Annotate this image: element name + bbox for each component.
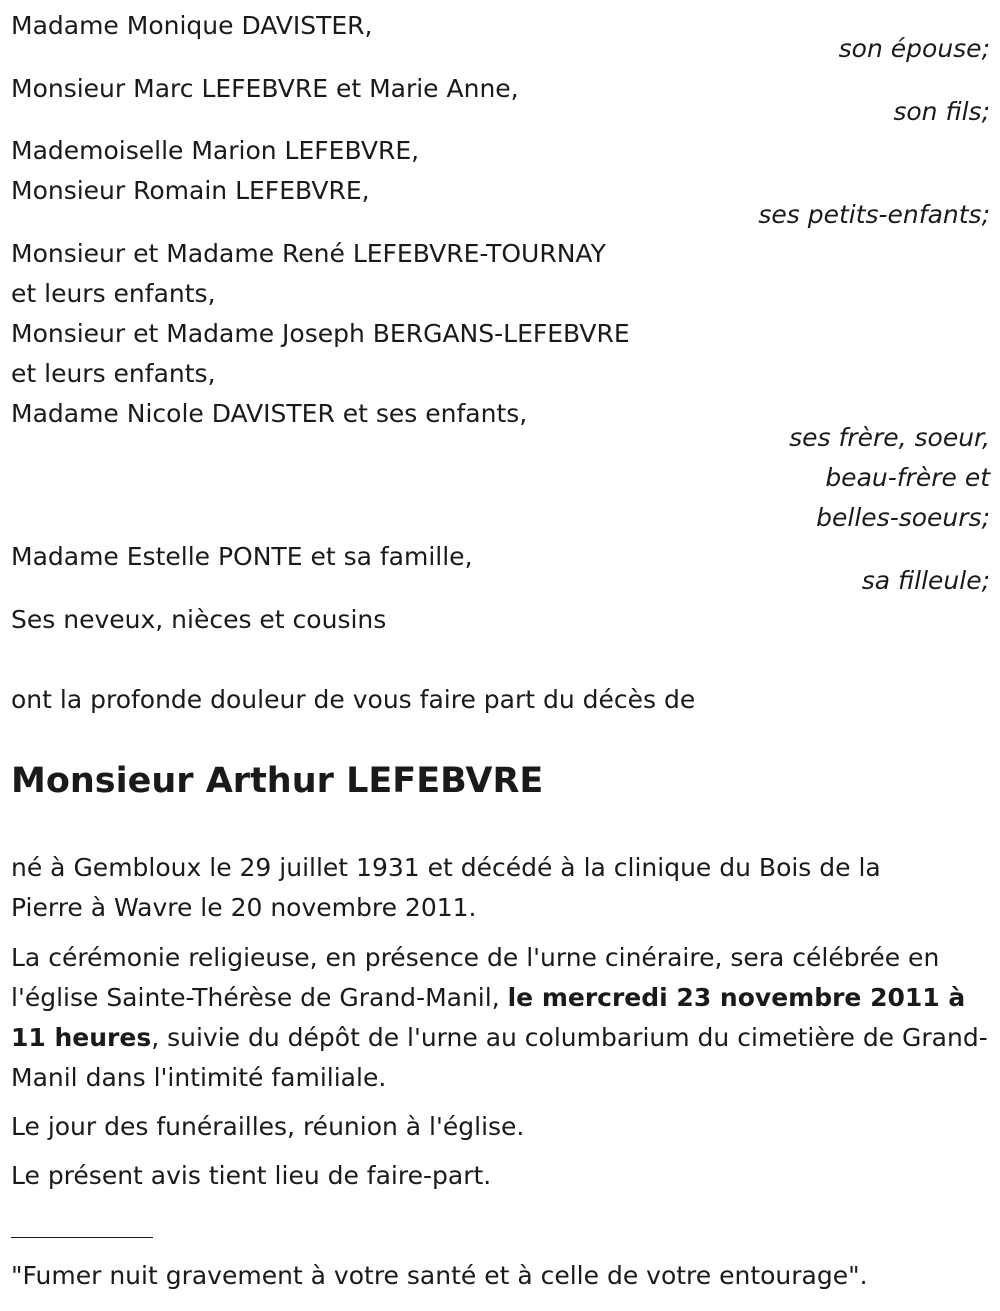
family-name-line: Monsieur Marc LEFEBVRE et Marie Anne, (11, 74, 519, 103)
family-name-line: Madame Nicole DAVISTER et ses enfants, (11, 399, 528, 428)
family-name-line: et leurs enfants, (11, 279, 216, 308)
family-relation: beau-frère et (825, 463, 990, 492)
family-relation: ses frère, soeur, (789, 423, 990, 452)
family-name-line: et leurs enfants, (11, 359, 216, 388)
family-name-line: Madame Monique DAVISTER, (11, 11, 373, 40)
family-relation: son fils; (893, 97, 990, 126)
family-name-line: Monsieur et Madame Joseph BERGANS-LEFEBVRE (11, 319, 630, 348)
family-relation: belles-soeurs; (816, 503, 990, 532)
health-warning-quote: "Fumer nuit gravement à votre santé et à celle de votre entourage". (11, 1261, 868, 1290)
family-relation: ses petits-enfants; (758, 200, 990, 229)
family-name-line: Monsieur et Madame René LEFEBVRE-TOURNAY (11, 239, 606, 268)
gathering-text: Le jour des funérailles, réunion à l'église. (11, 1112, 525, 1141)
family-relation: son épouse; (838, 34, 990, 63)
divider-line (11, 1237, 153, 1238)
family-name-line: Monsieur Romain LEFEBVRE, (11, 176, 370, 205)
notice-text: Le présent avis tient lieu de faire-part. (11, 1161, 492, 1190)
ceremony-text-start: La cérémonie religieuse, en présence de l'urne cinéraire, sera célébrée en l'église Sainte-Thérèse de Grand-Manil, (11, 943, 940, 1012)
ceremony-text (11, 938, 990, 1098)
family-name-line: Ses neveux, nièces et cousins (11, 605, 387, 634)
family-name-line: Mademoiselle Marion LEFEBVRE, (11, 136, 420, 165)
family-relation: sa filleule; (861, 566, 990, 595)
deceased-name: Monsieur Arthur LEFEBVRE (11, 761, 544, 801)
announcement-text: ont la profonde douleur de vous faire part du décès de (11, 685, 696, 714)
birth-death-text: né à Gembloux le 29 juillet 1931 et décédé à la clinique du Bois de la Pierre à Wavre le 20 novembre 2011. (11, 853, 881, 922)
ceremony-date-time: le mercredi 23 novembre 2011 à 11 heures (11, 983, 966, 1052)
family-name-line: Madame Estelle PONTE et sa famille, (11, 542, 473, 571)
ceremony-text-end: , suivie du dépôt de l'urne au columbarium du cimetière de Grand-Manil dans l'intimité familiale. (11, 1023, 988, 1092)
